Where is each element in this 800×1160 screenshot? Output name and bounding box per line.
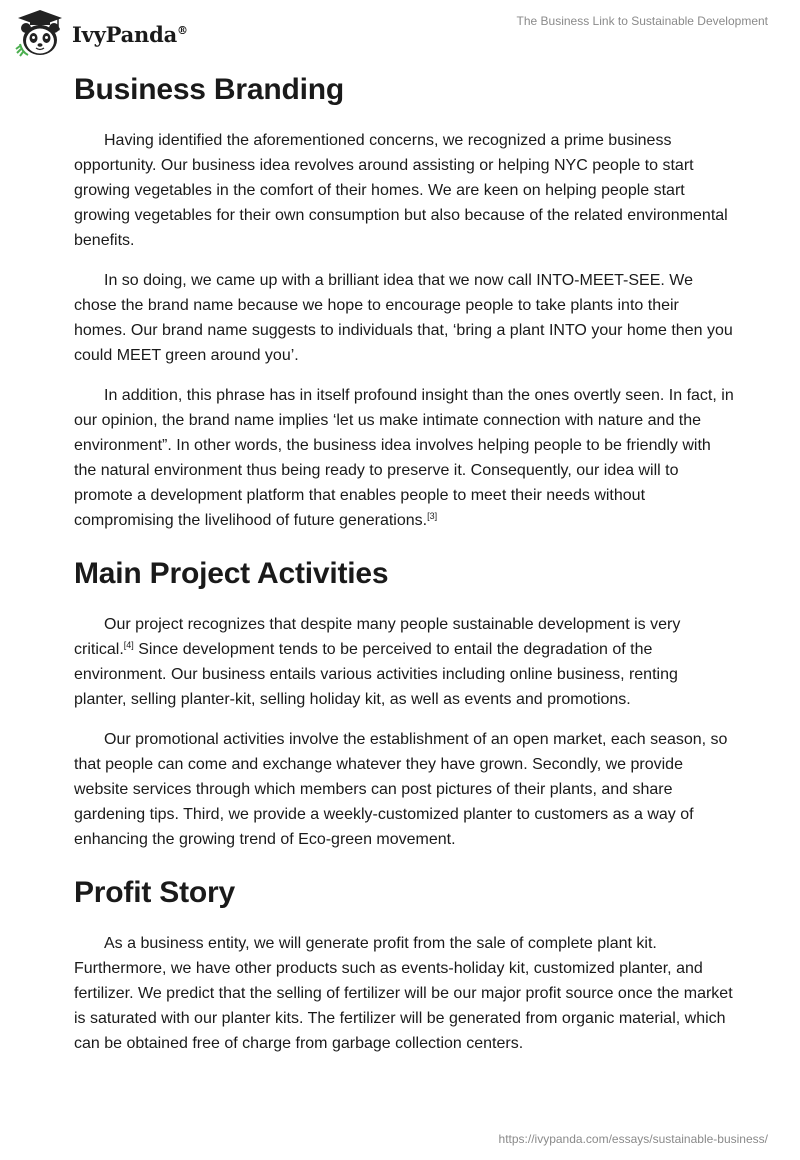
paragraph: As a business entity, we will generate profit from the sale of complete plant kit. Furthermore, we have other products such as events-holiday kit, customized planter, and fertilizer. We predict that the selling of fertilizer will be our major profit source once the market is saturated with our planter kits. The fertilizer will be generated from organic material, which can be obtained free of charge from garbage collection centers. <box>74 935 733 1052</box>
paragraph: In so doing, we came up with a brilliant idea that we now call INTO-MEET-SEE. We chose the brand name because we hope to encourage people to take plants into their homes. Our brand name suggests to individuals that, ‘bring a plant INTO your home then you could MEET green around you’. <box>74 272 733 364</box>
paragraph: In addition, this phrase has in itself profound insight than the ones overtly seen. In fact, in our opinion, the brand name implies ‘let us make intimate connection with nature and the environment”. In other words, the business idea involves helping people to be friendly with the natural environment thus being ready to preserve it. Consequently, our idea will to promote a development platform that enables people to meet their needs without compromising the livelihood of future generations.[3] <box>74 387 734 529</box>
paragraph: Having identified the aforementioned concerns, we recognized a prime business opportunity. Our business idea revolves around assisting or helping NYC people to start growing vegetables in the comfort of their homes. We are keen on helping people start growing vegetables for their own consumption but also because of the related environmental benefits. <box>74 132 728 249</box>
section-heading-main-project-activities: Main Project Activities <box>74 557 389 590</box>
document-title: The Business Link to Sustainable Development <box>516 14 768 28</box>
footer-url[interactable]: https://ivypanda.com/essays/sustainable-business/ <box>498 1132 768 1146</box>
page-header <box>0 0 800 60</box>
paragraph: Our project recognizes that despite many people sustainable development is very critical.[4] Since development tends to be perceived to entail the degradation of the environment. Our business entails various activities including online business, renting planter, selling planter-kit, selling holiday kit, as well as events and promotions. <box>74 616 681 708</box>
ivypanda-logo[interactable] <box>14 8 188 58</box>
panda-graduate-icon <box>14 8 66 58</box>
article-content <box>74 70 734 1071</box>
section-heading-profit-story: Profit Story <box>74 876 235 909</box>
section-heading-business-branding: Business Branding <box>74 73 344 106</box>
paragraph: Our promotional activities involve the establishment of an open market, each season, so that people can come and exchange whatever they have grown. Secondly, we provide website services through which members can post pictures of their plants, and share gardening tips. Third, we provide a weekly-customized planter to customers as a way of enhancing the growing trend of Eco-green movement. <box>74 731 728 848</box>
citation-ref[interactable]: [3] <box>427 511 438 521</box>
citation-ref[interactable]: [4] <box>123 640 134 650</box>
logo-text: IvyPanda® <box>72 21 188 47</box>
